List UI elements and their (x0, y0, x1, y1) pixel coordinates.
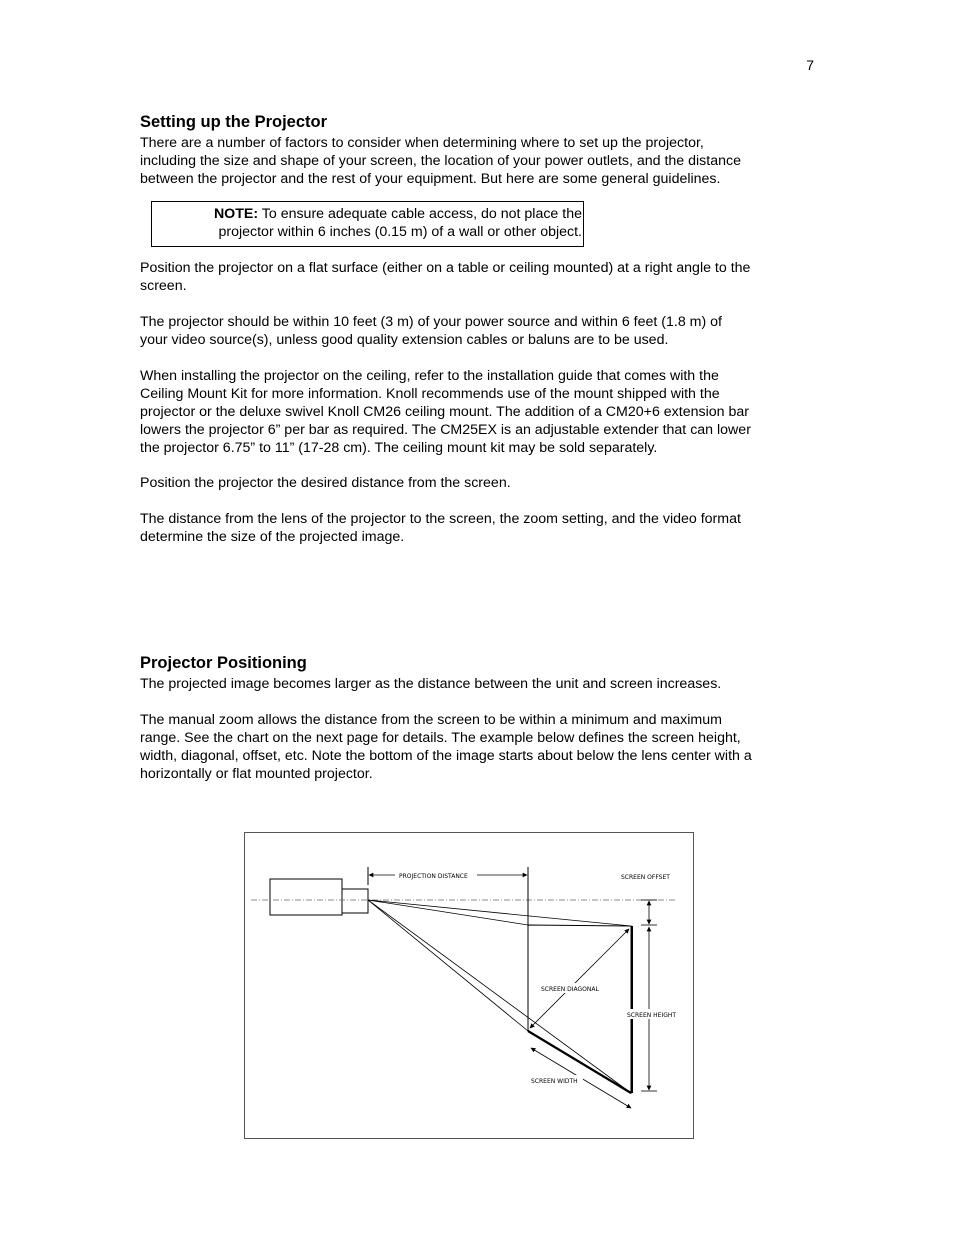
text-line: Ceiling Mount Kit for more information. Knoll recommends use of the mount shipped with the (140, 386, 720, 402)
text-line: range. See the chart on the next page for details. The example below defines the screen height, (140, 730, 741, 746)
position-paragraph (140, 259, 816, 295)
intro-paragraph (140, 134, 816, 188)
note-text: To ensure adequate cable access, do not place the (258, 206, 582, 222)
projection-distance-label: PROJECTION DISTANCE (399, 873, 468, 880)
projection-screen (528, 925, 631, 1093)
text-line: The projector should be within 10 feet (3 m) of your power source and within 6 feet (1.8 m) of (140, 314, 722, 330)
note-label: NOTE: (213, 206, 259, 222)
text-line: between the projector and the rest of your equipment. But here are some general guidelines. (140, 171, 721, 187)
page-number: 7 (806, 57, 814, 73)
text-line: determine the size of the projected image. (140, 529, 405, 545)
note-text: projector within 6 inches (0.15 m) of a wall or other object. (218, 224, 582, 240)
distance-paragraph (140, 313, 816, 349)
text-line: There are a number of factors to consider when determining where to set up the projector, (140, 135, 704, 151)
desired-distance-paragraph (140, 474, 816, 492)
screen-diagonal-label: SCREEN DIAGONAL (541, 986, 599, 993)
text-line: horizontally or flat mounted projector. (140, 766, 373, 782)
ceiling-paragraph (140, 367, 816, 457)
beam-line (368, 900, 631, 926)
text-line: When installing the projector on the ceiling, refer to the installation guide that comes with the (140, 368, 719, 384)
projection-diagram-svg (245, 833, 695, 1140)
beam-line (368, 900, 528, 1031)
projector-lens (342, 889, 368, 913)
text-line: width, diagonal, offset, etc. Note the bottom of the image starts about below the lens center with a (140, 748, 752, 764)
image-larger-paragraph (140, 675, 816, 693)
projection-diagram (244, 832, 694, 1139)
screen-diagonal-arrow (530, 929, 629, 1028)
text-line: the projector 6.75” to 11” (17-28 cm). The ceiling mount kit may be sold separately. (140, 440, 658, 456)
screen-height-label: SCREEN HEIGHT (627, 1012, 677, 1019)
text-line: projector or the deluxe swivel Knoll CM26 ceiling mount. The addition of a CM20+6 extension bar (140, 404, 749, 420)
text-line: The manual zoom allows the distance from the screen to be within a minimum and maximum (140, 712, 722, 728)
beam-line (368, 900, 528, 925)
text-line: Position the projector on a flat surface (either on a table or ceiling mounted) at a right angle to the (140, 260, 751, 276)
section-heading-setting-up: Setting up the Projector (140, 113, 328, 131)
text-line: The projected image becomes larger as the distance between the unit and screen increases. (140, 676, 722, 692)
text-line: Position the projector the desired distance from the screen. (140, 475, 511, 491)
section-heading-projector-positioning: Projector Positioning (140, 654, 307, 672)
projector-body (270, 879, 342, 915)
text-line: screen. (140, 278, 187, 294)
screen-offset-label: SCREEN OFFSET (621, 874, 670, 881)
text-line: including the size and shape of your screen, the location of your power outlets, and the distance (140, 153, 741, 169)
text-line: your video source(s), unless good quality extension cables or baluns are to be used. (140, 332, 669, 348)
note-box (151, 201, 584, 247)
screen-width-label: SCREEN WIDTH (531, 1078, 578, 1085)
text-line: lowers the projector 6” per bar as required. The CM25EX is an adjustable extender that can lower (140, 422, 751, 438)
manual-zoom-paragraph (140, 711, 816, 783)
text-line: The distance from the lens of the projector to the screen, the zoom setting, and the video format (140, 511, 741, 527)
lens-distance-paragraph (140, 510, 816, 546)
beam-line (368, 900, 631, 1093)
